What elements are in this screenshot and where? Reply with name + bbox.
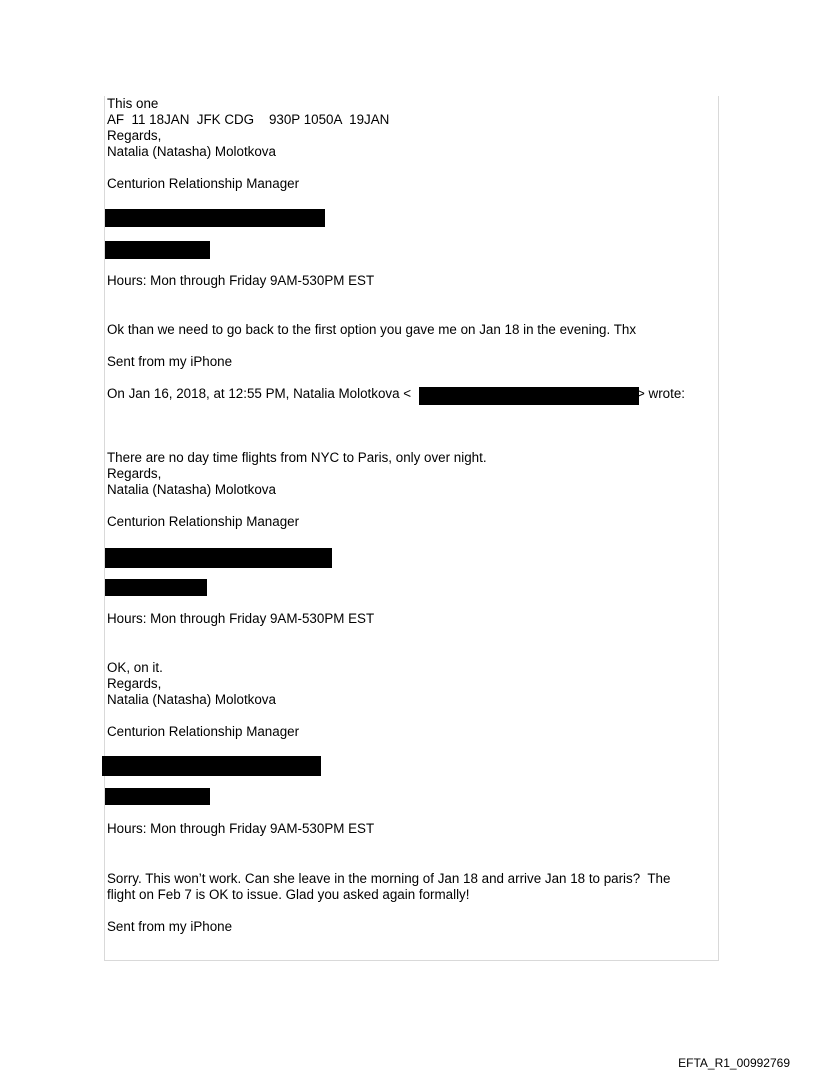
body-text: OK, on it. bbox=[107, 660, 163, 675]
quote-header-prefix: On Jan 16, 2018, at 12:55 PM, Natalia Molotkova < bbox=[107, 386, 412, 401]
body-text: Sorry. This won’t work. Can she leave in the morning of Jan 18 and arrive Jan 18 to paris? The bbox=[107, 871, 671, 886]
sender-name: Natalia (Natasha) Molotkova bbox=[107, 482, 276, 497]
redaction-bar bbox=[102, 756, 321, 776]
sender-title: Centurion Relationship Manager bbox=[107, 176, 300, 191]
sender-name: Natalia (Natasha) Molotkova bbox=[107, 144, 276, 159]
redaction-bar bbox=[105, 788, 210, 805]
body-text: Ok than we need to go back to the first option you gave me on Jan 18 in the evening. Thx bbox=[107, 322, 637, 337]
sender-title: Centurion Relationship Manager bbox=[107, 724, 300, 739]
redaction-bar bbox=[419, 387, 639, 405]
signature-text: Sent from my iPhone bbox=[107, 919, 233, 934]
redaction-bar bbox=[105, 209, 325, 227]
regards-text: Regards, bbox=[107, 128, 162, 143]
signature-text: Sent from my iPhone bbox=[107, 354, 233, 369]
hours-text: Hours: Mon through Friday 9AM-530PM EST bbox=[107, 273, 375, 288]
regards-text: Regards, bbox=[107, 466, 162, 481]
hours-text: Hours: Mon through Friday 9AM-530PM EST bbox=[107, 821, 375, 836]
sender-title: Centurion Relationship Manager bbox=[107, 514, 300, 529]
redaction-bar bbox=[105, 548, 332, 568]
hours-text: Hours: Mon through Friday 9AM-530PM EST bbox=[107, 611, 375, 626]
flight-itinerary-line: AF 11 18JAN JFK CDG 930P 1050A 19JAN bbox=[107, 112, 390, 127]
body-text: There are no day time flights from NYC to Paris, only over night. bbox=[107, 450, 487, 465]
quote-header-suffix: > wrote: bbox=[637, 386, 686, 401]
regards-text: Regards, bbox=[107, 676, 162, 691]
redaction-bar bbox=[105, 241, 210, 259]
body-text: This one bbox=[107, 96, 159, 111]
redaction-bar bbox=[105, 579, 207, 596]
sender-name: Natalia (Natasha) Molotkova bbox=[107, 692, 276, 707]
body-text: flight on Feb 7 is OK to issue. Glad you asked again formally! bbox=[107, 887, 470, 902]
document-id: EFTA_R1_00992769 bbox=[678, 1056, 790, 1070]
